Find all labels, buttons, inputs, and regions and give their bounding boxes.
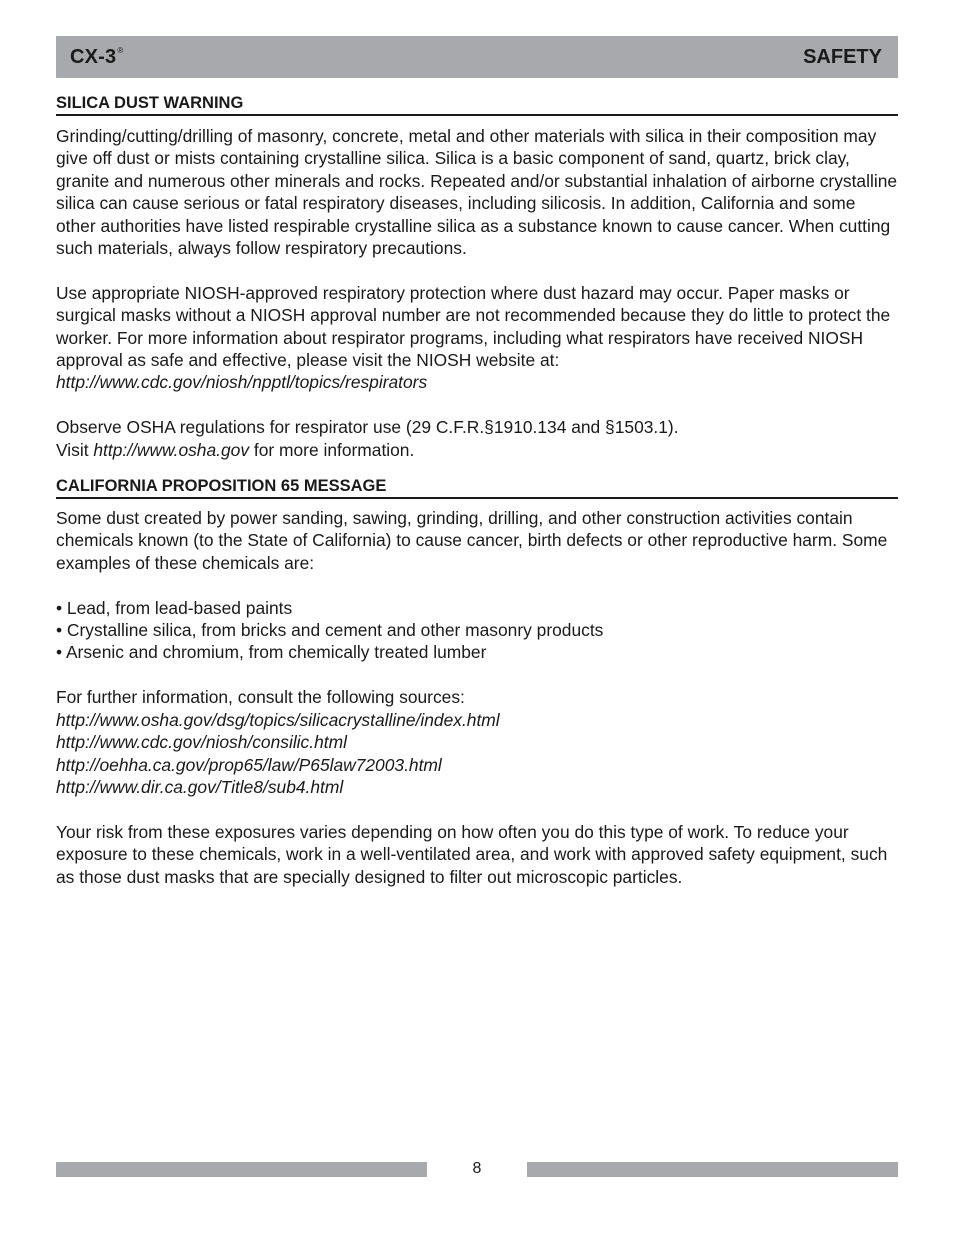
sources-intro: For further information, consult the following sources: — [56, 687, 465, 708]
source-link[interactable]: http://www.osha.gov/dsg/topics/silicacrystalline/index.html — [56, 709, 500, 730]
page-footer — [56, 1160, 898, 1180]
osha-link[interactable]: http://www.osha.gov — [93, 439, 250, 460]
model-name: CX-3® — [70, 45, 124, 68]
prop65-intro: Some dust created by power sanding, sawing, grinding, drilling, and other construction activities contain chemicals known (to the State of California) to cause cancer, birth defects or other reproductive harm. Some examples of these chemicals are: — [56, 508, 888, 573]
registered-mark: ® — [117, 45, 124, 55]
niosh-link[interactable]: http://www.cdc.gov/niosh/npptl/topics/respirators — [56, 372, 428, 393]
prop65-heading: CALIFORNIA PROPOSITION 65 MESSAGE — [56, 477, 898, 499]
footer-bar-left — [56, 1162, 427, 1177]
footer-bar-right — [527, 1162, 898, 1177]
silica-paragraph-1: Grinding/cutting/drilling of masonry, concrete, metal and other materials with silica in their composition may give off dust or mists containing crystalline silica. Silica is a basic component of sand, quartz, brick clay, granite and numerous other minerals and rocks. Repeated and/or substantial inhalation of airborne crystalline silica can cause serious or fatal respiratory diseases, including silicosis. In addition, California and some other authorities have listed respirable crystalline silica as a substance known to cause cancer. When cutting such materials, always follow respiratory precautions. — [56, 126, 898, 259]
osha-visit-line: Visit http://www.osha.gov for more information. — [56, 439, 415, 460]
osha-regulation-line: Observe OSHA regulations for respirator use (29 C.F.R.§1910.134 and §1503.1). — [56, 417, 679, 438]
silica-heading: SILICA DUST WARNING — [56, 94, 898, 116]
silica-paragraph-2: Use appropriate NIOSH-approved respiratory protection where dust hazard may occur. Paper masks or surgical masks without a NIOSH approval number are not recommended because they do little to protect the worker. For more information about respirator programs, including what respirators have received NIOSH approval as safe and effective, please visit the NIOSH website at: — [56, 282, 891, 371]
bullet-item: • Crystalline silica, from bricks and cement and other masonry products — [56, 620, 604, 641]
prop65-closing: Your risk from these exposures varies depending on how often you do this type of work. To reduce your exposure to these chemicals, work in a well-ventilated area, and work with approved safety equipment, such as those dust masks that are specially designed to filter out microscopic particles. — [56, 821, 888, 887]
source-link[interactable]: http://oehha.ca.gov/prop65/law/P65law72003.html — [56, 754, 442, 775]
bullet-item: • Arsenic and chromium, from chemically treated lumber — [56, 642, 487, 663]
source-link[interactable]: http://www.cdc.gov/niosh/consilic.html — [56, 732, 347, 753]
page-content — [56, 36, 898, 888]
source-link[interactable]: http://www.dir.ca.gov/Title8/sub4.html — [56, 776, 344, 797]
page-number: 8 — [472, 1160, 482, 1177]
section-title: SAFETY — [803, 45, 882, 68]
page-header — [56, 36, 898, 78]
bullet-item: • Lead, from lead-based paints — [56, 597, 293, 618]
